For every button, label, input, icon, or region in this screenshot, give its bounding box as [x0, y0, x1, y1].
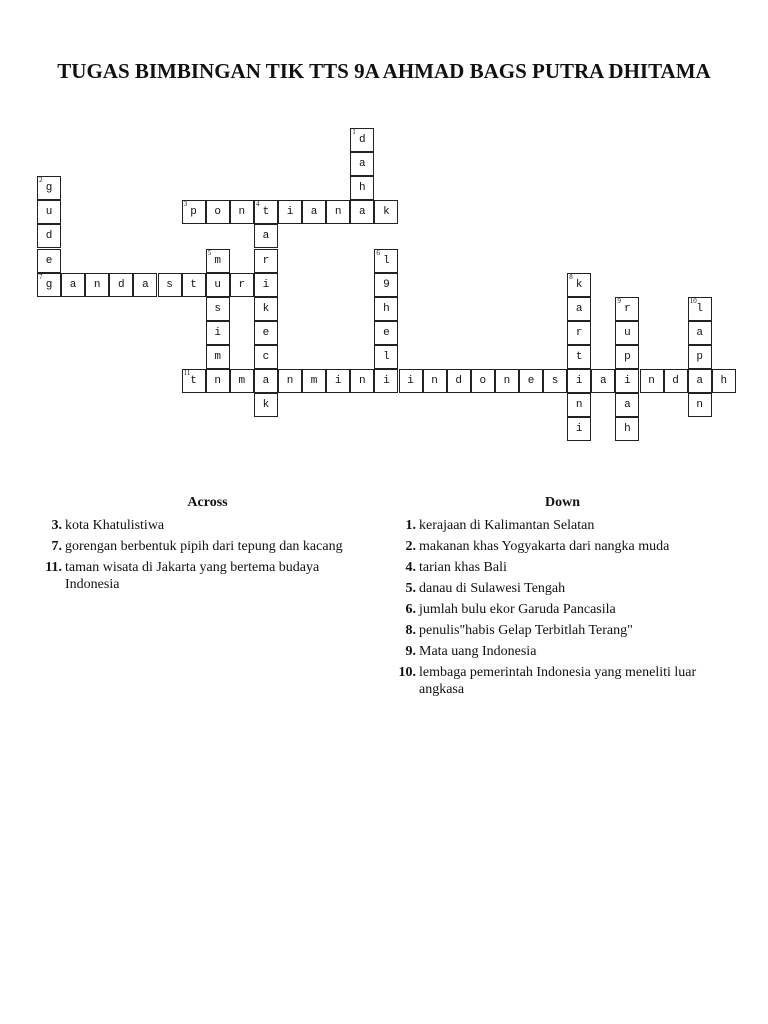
- grid-cell: [206, 200, 230, 224]
- down-clue: [390, 622, 735, 639]
- clue-text: penulis"habis Gelap Terbitlah Terang": [419, 623, 633, 638]
- grid-cell: [254, 249, 278, 273]
- grid-cell: [471, 369, 495, 393]
- grid-cell: [278, 200, 302, 224]
- grid-cell: [567, 321, 591, 345]
- cell-letter: a: [696, 375, 703, 387]
- clue-number: 5.: [405, 581, 416, 596]
- grid-cell: [182, 273, 206, 297]
- cell-letter: h: [358, 182, 366, 195]
- grid-cell: [37, 249, 61, 273]
- grid-cell: [350, 176, 374, 200]
- grid-cell: [350, 200, 374, 224]
- grid-cell: [37, 200, 61, 224]
- clue-number: 10.: [398, 665, 416, 680]
- grid-cell: [688, 297, 712, 321]
- cell-letter: e: [262, 326, 270, 339]
- clue-number: 9: [617, 296, 621, 305]
- clue-text: Mata uang Indonesia: [419, 644, 537, 659]
- cell-letter: a: [696, 326, 703, 339]
- cell-letter: n: [648, 375, 655, 387]
- cell-letter: e: [527, 375, 535, 387]
- cell-letter: g: [45, 182, 53, 195]
- clue-text: gorengan berbentuk pipih dari tepung dan kacang: [65, 539, 343, 554]
- grid-cell: [158, 273, 182, 297]
- grid-cell: [206, 321, 230, 345]
- clue-number: 2: [39, 176, 43, 185]
- grid-cell: [615, 297, 639, 321]
- cell-letter: a: [358, 158, 366, 171]
- grid-cell: [423, 369, 447, 393]
- cell-letter: m: [238, 375, 246, 387]
- cell-letter: 9: [383, 278, 390, 291]
- cell-letter: o: [479, 375, 487, 387]
- grid-cell: [567, 345, 591, 369]
- clue-text: tarian khas Bali: [419, 560, 507, 575]
- cell-letter: d: [117, 278, 125, 291]
- down-clues: [390, 494, 735, 702]
- down-heading: Down: [544, 495, 580, 510]
- cell-letter: g: [45, 278, 53, 291]
- grid-cell: [254, 273, 278, 297]
- grid-cell: [206, 249, 230, 273]
- cell-letter: i: [286, 206, 294, 219]
- cell-letter: n: [238, 206, 246, 219]
- cell-letter: h: [720, 375, 728, 387]
- cell-letter: a: [262, 375, 270, 387]
- grid-cell: [350, 152, 374, 176]
- grid-cell: [206, 273, 230, 297]
- cell-letter: s: [166, 278, 173, 291]
- across-clue: [40, 538, 375, 555]
- grid-cell: [495, 369, 519, 393]
- grid-cell: [615, 393, 639, 417]
- clue-text: kota Khatulistiwa: [65, 518, 165, 533]
- grid-cell: [567, 417, 591, 441]
- across-clue: [40, 559, 375, 593]
- clue-number: 11.: [45, 560, 62, 575]
- down-clue: [390, 601, 735, 618]
- cell-letter: m: [214, 254, 221, 267]
- grid-cell: [182, 369, 206, 393]
- cell-letter: l: [383, 254, 390, 267]
- grid-cell: [615, 417, 639, 441]
- grid-cell: [615, 321, 639, 345]
- cell-letter: t: [575, 350, 583, 363]
- clue-number: 3.: [51, 518, 62, 533]
- grid-cell: [567, 297, 591, 321]
- clue-number: 8: [569, 272, 573, 281]
- cell-letter: p: [624, 350, 631, 363]
- grid-cell: [254, 200, 278, 224]
- cell-letter: k: [383, 206, 390, 219]
- cell-letter: n: [696, 399, 703, 412]
- grid-cell: [278, 369, 302, 393]
- clue-number: 6.: [405, 602, 416, 617]
- grid-cell: [182, 200, 206, 224]
- grid-cell: [447, 369, 471, 393]
- grid-cell: [350, 369, 374, 393]
- cell-letter: u: [624, 326, 631, 339]
- cell-letter: u: [214, 278, 221, 291]
- cell-letter: c: [262, 350, 270, 363]
- grid-cell: [302, 200, 326, 224]
- grid-cell: [615, 369, 639, 393]
- clue-number: 4: [255, 200, 260, 209]
- grid-cell: [688, 321, 712, 345]
- grid-cell: [254, 321, 278, 345]
- cell-letter: d: [45, 230, 53, 243]
- cell-letter: i: [262, 278, 270, 291]
- cell-letter: o: [214, 206, 221, 219]
- cell-letter: k: [575, 278, 583, 291]
- grid-cell: [109, 273, 133, 297]
- grid-cell: [206, 369, 230, 393]
- cell-letter: k: [262, 399, 270, 412]
- cell-letter: d: [455, 375, 462, 387]
- cell-letter: h: [383, 302, 390, 315]
- clue-number: 9.: [405, 644, 416, 659]
- cell-letter: i: [383, 375, 390, 387]
- cell-letter: r: [624, 302, 631, 315]
- grid-cell: [61, 273, 85, 297]
- cell-letter: a: [358, 206, 366, 219]
- clue-number: 1.: [405, 518, 416, 533]
- grid-cell: [85, 273, 109, 297]
- clue-number: 4.: [405, 560, 416, 575]
- clue-number: 2.: [405, 539, 416, 554]
- clue-text: makanan khas Yogyakarta dari nangka muda: [419, 539, 670, 554]
- down-clue: [390, 517, 735, 534]
- grid-cell: [567, 273, 591, 297]
- across-heading: Across: [187, 495, 228, 510]
- cell-letter: i: [575, 423, 583, 436]
- cell-letter: n: [93, 278, 101, 291]
- cell-letter: i: [575, 375, 583, 387]
- grid-cell: [326, 200, 350, 224]
- cell-letter: a: [69, 278, 77, 291]
- cell-letter: a: [310, 206, 318, 219]
- cell-letter: n: [503, 375, 511, 387]
- grid-cell: [688, 369, 712, 393]
- clue-text: kerajaan di Kalimantan Selatan: [419, 518, 595, 533]
- grid-cell: [374, 297, 398, 321]
- down-clue: [390, 538, 735, 555]
- down-clue: [390, 559, 735, 576]
- grid-cell: [37, 224, 61, 248]
- cell-letter: h: [624, 423, 631, 436]
- grid-cell: [688, 393, 712, 417]
- down-clue: [390, 643, 735, 660]
- cell-letter: t: [190, 278, 197, 291]
- cell-letter: t: [262, 206, 270, 219]
- grid-cell: [254, 345, 278, 369]
- cell-letter: a: [599, 375, 607, 387]
- clue-number: 3: [183, 200, 188, 209]
- cell-letter: l: [383, 350, 390, 363]
- cell-letter: m: [310, 375, 318, 387]
- cell-letter: r: [262, 254, 270, 267]
- cell-letter: n: [431, 375, 438, 387]
- grid-cell: [543, 369, 567, 393]
- cell-letter: a: [142, 278, 149, 291]
- grid-cell: [350, 128, 374, 152]
- down-clue: [390, 664, 735, 698]
- cell-letter: d: [672, 375, 679, 387]
- cell-letter: k: [262, 302, 270, 315]
- cell-letter: n: [358, 375, 366, 387]
- cell-letter: m: [214, 350, 221, 363]
- cell-letter: d: [358, 134, 366, 146]
- grid-cell: [374, 369, 398, 393]
- cell-letter: a: [624, 399, 631, 412]
- grid-cell: [374, 200, 398, 224]
- grid-cell: [399, 369, 423, 393]
- clue-number: 10: [689, 296, 697, 305]
- across-clue-list: [40, 517, 375, 593]
- clue-number: 1: [352, 128, 356, 136]
- clue-number: 7.: [51, 539, 62, 554]
- across-clues: [40, 494, 375, 597]
- grid-cell: [254, 224, 278, 248]
- cell-letter: r: [238, 278, 246, 291]
- grid-cell: [688, 345, 712, 369]
- cell-letter: n: [214, 375, 221, 387]
- grid-cell: [206, 345, 230, 369]
- clue-text: taman wisata di Jakarta yang bertema budaya Indonesia: [65, 560, 320, 592]
- clue-text: jumlah bulu ekor Garuda Pancasila: [419, 602, 616, 617]
- cell-letter: r: [575, 326, 583, 339]
- clue-number: 6: [376, 248, 380, 257]
- cell-letter: e: [383, 326, 390, 339]
- grid-cell: [374, 345, 398, 369]
- grid-cell: [302, 369, 326, 393]
- cell-letter: n: [575, 399, 583, 412]
- cell-letter: n: [286, 375, 294, 387]
- cell-letter: e: [45, 254, 53, 267]
- grid-cell: [640, 369, 664, 393]
- grid-cell: [664, 369, 688, 393]
- grid-cell: [567, 369, 591, 393]
- cell-letter: a: [575, 302, 583, 315]
- clue-number: 8.: [405, 623, 416, 638]
- clue-number: 11: [183, 369, 191, 377]
- grid-cell: [254, 369, 278, 393]
- cell-letter: s: [214, 302, 221, 315]
- cell-letter: n: [334, 206, 342, 219]
- grid-cell: [712, 369, 736, 393]
- page-title: TUGAS BIMBINGAN TIK TTS 9A AHMAD BAGS PUTRA DHITAMA: [57, 59, 711, 83]
- grid-cell: [133, 273, 157, 297]
- grid-cell: [230, 273, 254, 297]
- grid-cell: [326, 369, 350, 393]
- grid-cell: [374, 273, 398, 297]
- grid-cell: [230, 369, 254, 393]
- grid-cell: [374, 321, 398, 345]
- cell-letter: l: [696, 302, 703, 315]
- clue-text: danau di Sulawesi Tengah: [419, 581, 566, 596]
- cell-letter: i: [624, 375, 631, 387]
- clue-number: 5: [207, 248, 212, 257]
- cell-letter: s: [551, 375, 559, 387]
- down-clue: [390, 580, 735, 597]
- cell-letter: a: [262, 230, 270, 243]
- across-clue: [40, 517, 375, 534]
- cell-letter: u: [45, 206, 53, 219]
- grid-cell: [37, 176, 61, 200]
- grid-cell: [206, 297, 230, 321]
- crossword-grid: [0, 0, 768, 460]
- cell-letter: i: [214, 326, 221, 339]
- grid-cell: [254, 297, 278, 321]
- cell-letter: i: [407, 375, 414, 387]
- down-clue-list: [390, 517, 735, 698]
- grid-cell: [591, 369, 615, 393]
- grid-cell: [519, 369, 543, 393]
- cell-letter: t: [190, 375, 197, 387]
- grid-cell: [254, 393, 278, 417]
- clue-text: lembaga pemerintah Indonesia yang meneliti luar angkasa: [419, 665, 697, 697]
- cell-letter: p: [190, 206, 197, 219]
- grid-cell: [374, 249, 398, 273]
- grid-cell: [615, 345, 639, 369]
- grid-cell: [567, 393, 591, 417]
- clue-number: 7: [39, 272, 43, 281]
- grid-cell: [37, 273, 61, 297]
- cell-letter: i: [334, 375, 342, 387]
- cell-letter: p: [696, 350, 703, 363]
- grid-cell: [230, 200, 254, 224]
